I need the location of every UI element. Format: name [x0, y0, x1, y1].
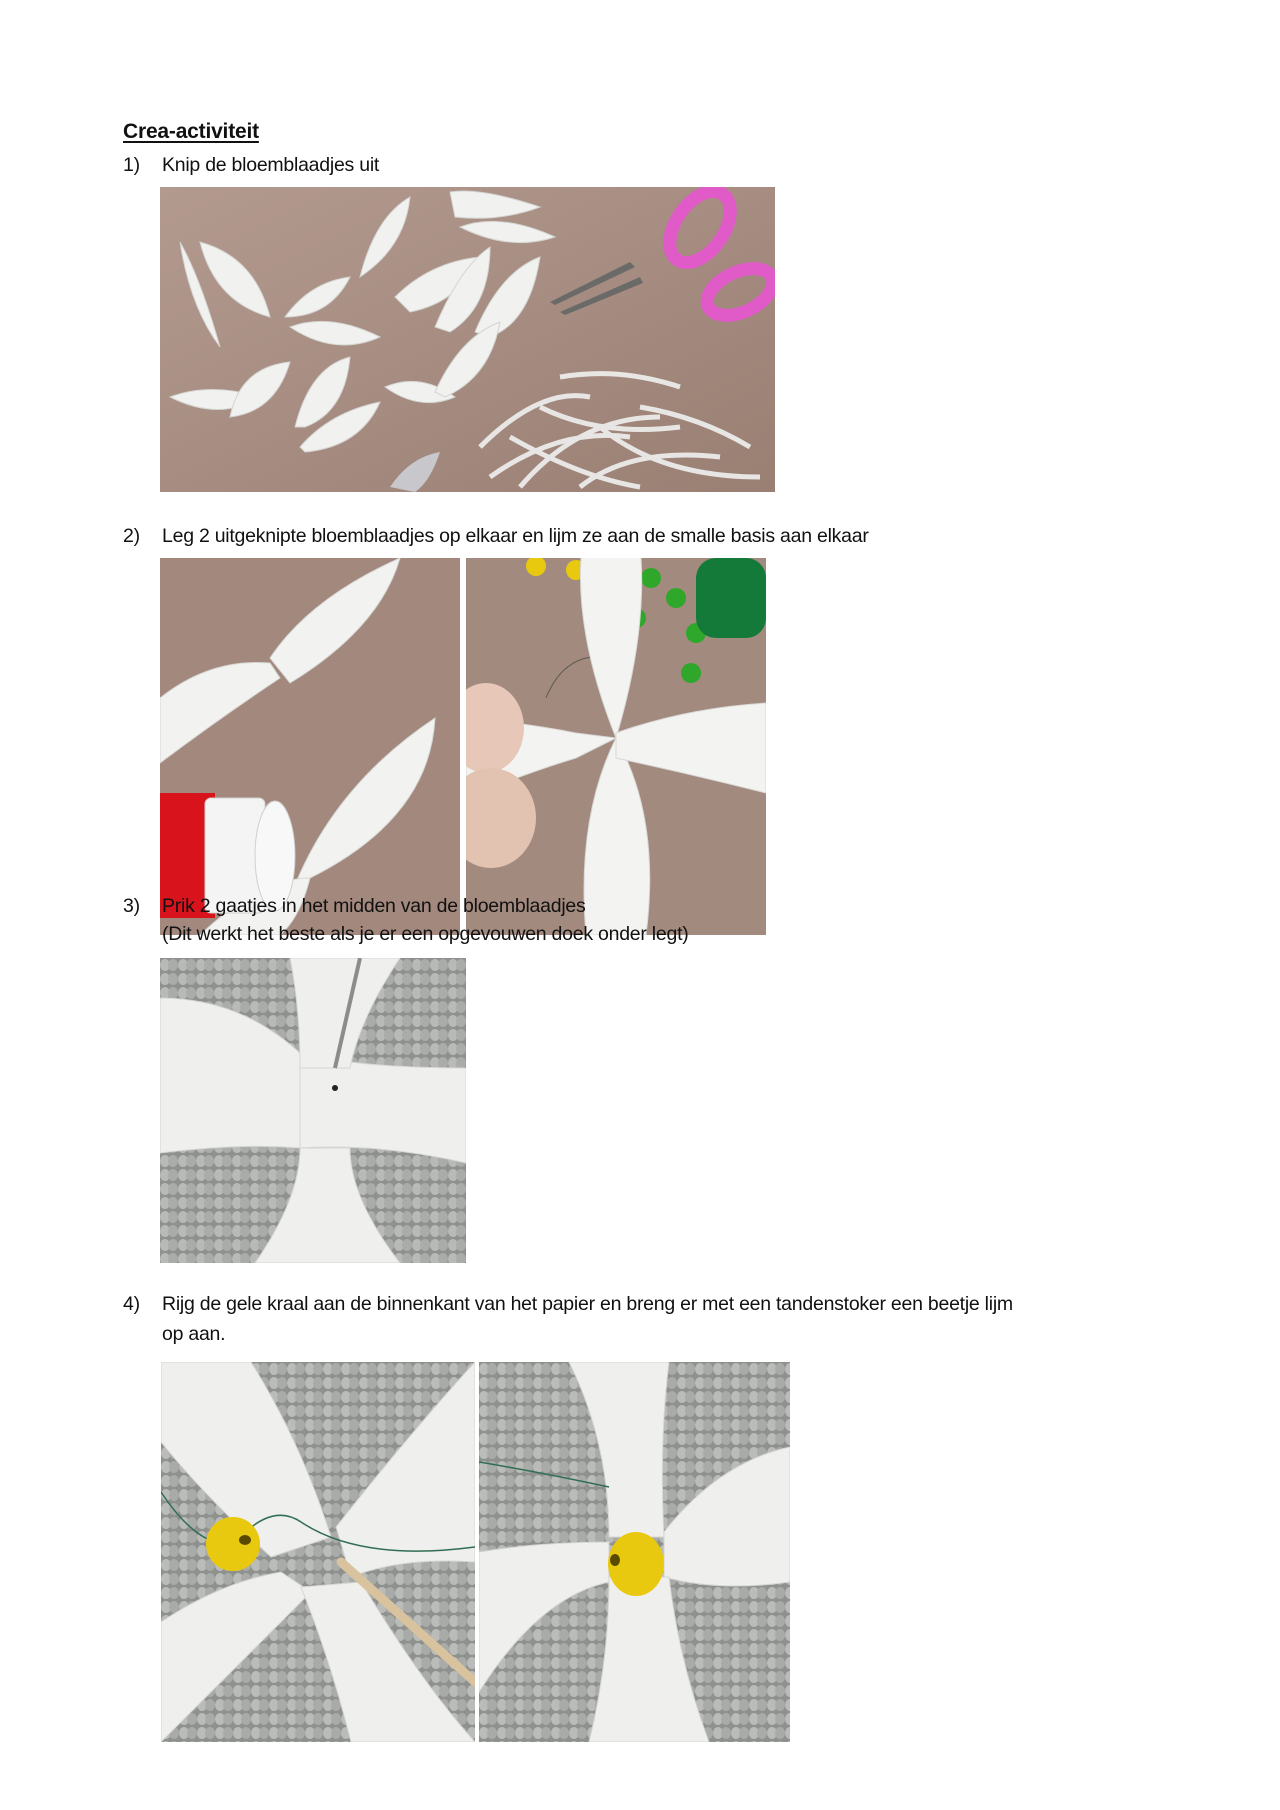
step-text: Knip de bloemblaadjes uit — [162, 154, 380, 176]
step-number: 2) — [123, 525, 140, 547]
photo-cut-petals — [160, 187, 775, 492]
step-number: 4) — [123, 1293, 140, 1315]
bead-toothpick-image — [161, 1362, 475, 1742]
cut-petals-image — [160, 187, 775, 492]
step-text-continued: op aan. — [162, 1323, 226, 1345]
glue-petals-image — [160, 558, 460, 935]
step-text: Rijg de gele kraal aan de binnenkant van het papier en breng er met een tandenstoker een beetje lijm — [162, 1293, 1013, 1315]
photo-pierce-holes — [160, 958, 466, 1263]
step-number: 1) — [123, 154, 140, 176]
crossed-petals-image — [466, 558, 766, 935]
photo-bead-center — [479, 1362, 790, 1742]
step-text-note: (Dit werkt het beste als je er een opgevouwen doek onder legt) — [162, 923, 689, 945]
step-text: Leg 2 uitgeknipte bloemblaadjes op elkaar en lijm ze aan de smalle basis aan elkaar — [162, 525, 869, 547]
photo-glue-petals — [160, 558, 460, 935]
step-text: Prik 2 gaatjes in het midden van de bloemblaadjes — [162, 895, 586, 917]
pierce-holes-image — [160, 958, 466, 1263]
page-title: Crea-activiteit — [123, 120, 259, 143]
photo-crossed-petals — [466, 558, 766, 935]
bead-center-image — [479, 1362, 790, 1742]
step-number: 3) — [123, 895, 140, 917]
photo-bead-toothpick — [161, 1362, 475, 1742]
